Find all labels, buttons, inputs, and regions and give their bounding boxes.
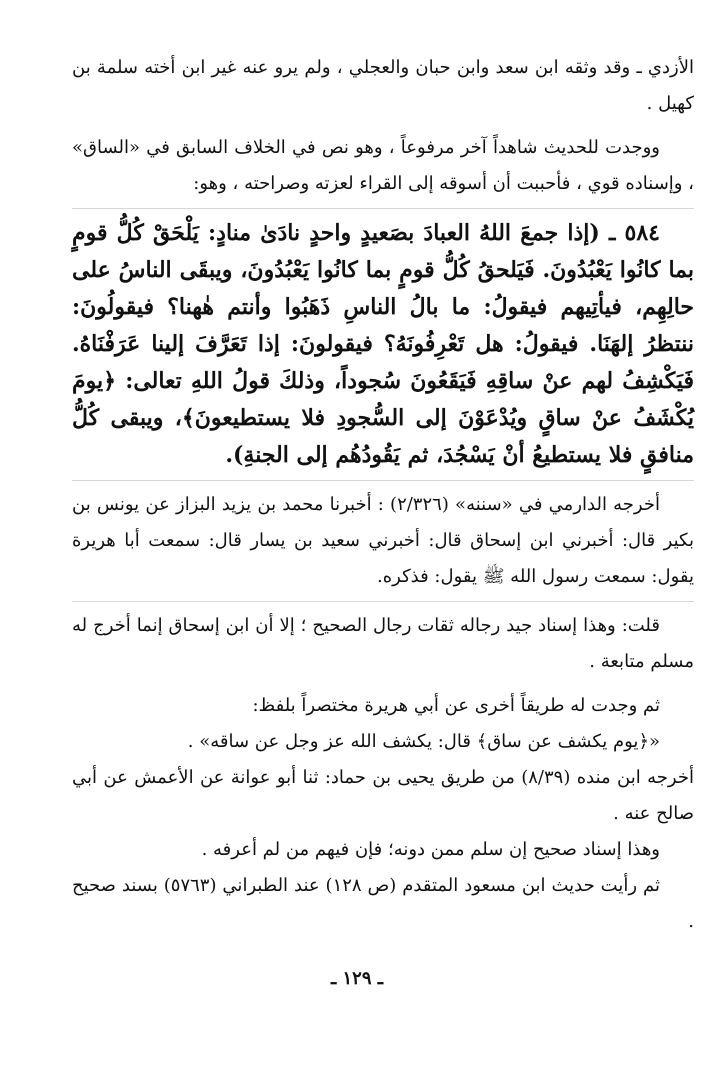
divider	[72, 601, 694, 602]
spacer	[72, 680, 694, 688]
page-body	[72, 50, 694, 940]
paragraph-isnad-sahih: وهذا إسناد صحيح إن سلم ممن دونه؛ فإن فيهم من لم أعرفه .	[201, 839, 660, 860]
paragraph-darimi-source: أخرجه الدارمي في «سننه» (٢/٣٢٦) : أخبرنا محمد بن يزيد البزاز عن يونس بن بكير قال: أخبرني ابن إسحاق قال: أخبرني سعيد بن يسار قال: سمعت أبا هريرة يقول: سمعت رسول الله ﷺ يقول: فذكره.	[72, 494, 694, 587]
paragraph-another-route: ثم وجدت له طريقاً أخرى عن أبي هريرة مختصراً بلفظ:	[252, 695, 660, 716]
spacer	[72, 122, 694, 130]
paragraph-short-wording: «﴿يوم يكشف عن ساق﴾ قال: يكشف الله عز وجل عن ساقه» .	[187, 731, 660, 752]
paragraph-ibn-masud: ثم رأيت حديث ابن مسعود المتقدم (ص ١٢٨) عند الطبراني (٥٧٦٣) بسند صحيح .	[72, 875, 694, 932]
page-number: ـ ١٢٩ ـ	[330, 968, 384, 989]
paragraph-narrator-note: الأزدي ـ وقد وثقه ابن سعد وابن حبان والعجلي ، ولم يرو عنه غير ابن أخته سلمة بن كهيل .	[72, 57, 694, 114]
hadith-text: ٥٨٤ ـ (إذا جمعَ اللهُ العبادَ بصَعيدٍ واحدٍ نادَىٰ منادٍ: يَلْحَقْ كُلُّ قومٍ بما كانُوا يَعْبُدُونَ. فَيَلحقُ كُلُّ قومٍ بما كانُوا يَعْبُدُونَ، ويبقَى الناسُ على حالِهِم، فيأتِيهم فيقولُ: ما بالُ الناسِ ذَهَبُوا وأنتم هٰهنا؟ فيقولُونَ: ننتظرُ إلهَنَا. فيقولُ: هل تَعْرِفُونَهُ؟ فيقولونَ: إذا تَعَرَّفَ إلينا عَرَفْنَاهُ. فَيَكْشِفُ لهم عنْ ساقِهِ فَيَقَعُونَ سُجوداً، وذلكَ قولُ اللهِ تعالى: ﴿يومَ يُكْشَفُ عنْ ساقٍ ويُدْعَوْنَ إلى السُّجودِ فلا يستطيعونَ﴾، ويبقى كُلُّ منافقٍ فلا يستطيعُ أنْ يَسْجُدَ، ثم يَقُودُهُم إلى الجنةِ).	[72, 220, 694, 468]
divider	[72, 208, 694, 209]
divider	[72, 480, 694, 481]
paragraph-ibn-mandah-source: أخرجه ابن منده (٨/٣٩) من طريق يحيى بن حماد: ثنا أبو عوانة عن الأعمش عن أبي صالح عنه .	[72, 767, 694, 824]
paragraph-isnad-assessment: قلت: وهذا إسناد جيد رجاله ثقات رجال الصحيح ؛ إلا أن ابن إسحاق إنما أخرج له مسلم متابعة .	[72, 615, 694, 672]
paragraph-witness-intro: ووجدت للحديث شاهداً آخر مرفوعاً ، وهو نص في الخلاف السابق في «الساق» ، وإسناده قوي ، فأحببت أن أسوقه إلى القراء لعزته وصراحته ، وهو:	[72, 137, 694, 194]
